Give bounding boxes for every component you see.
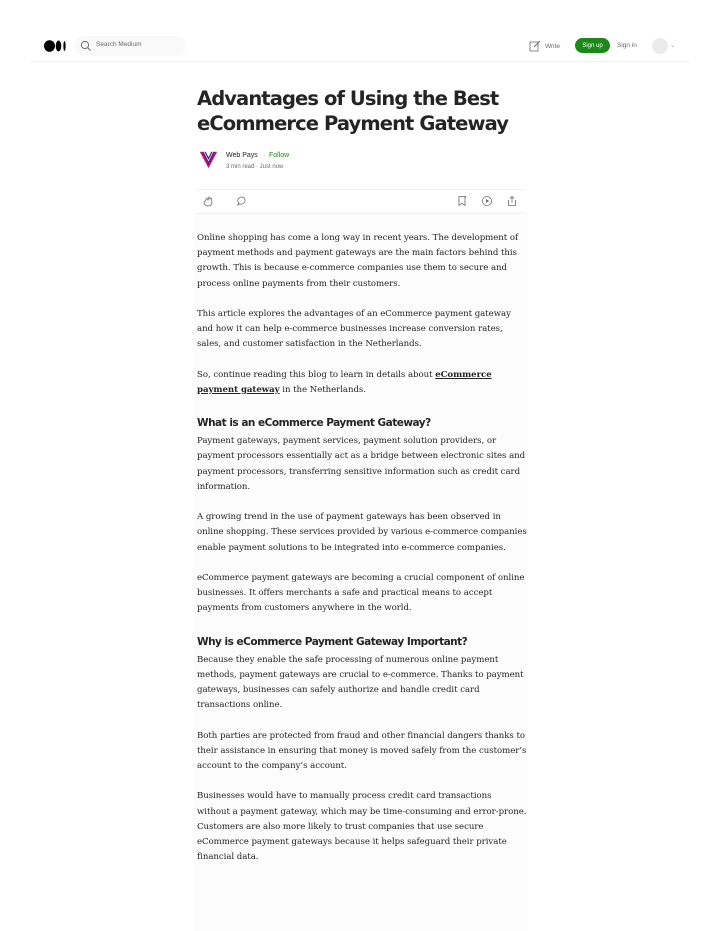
sign-up-button[interactable]: Sign up xyxy=(575,38,610,53)
search-placeholder: Search Medium xyxy=(96,41,142,48)
section-heading: Why is eCommerce Payment Gateway Important? xyxy=(197,635,468,648)
read-time: 3 min read · Just now xyxy=(226,164,284,170)
top-nav xyxy=(0,0,720,58)
paragraph-text: in the Netherlands. xyxy=(279,385,366,395)
write-button[interactable] xyxy=(529,39,560,53)
chevron-down-icon[interactable]: ⌄ xyxy=(670,43,676,49)
author-avatar[interactable] xyxy=(197,148,220,171)
write-label: Write xyxy=(545,42,561,50)
paragraph: Because they enable the safe processing of numerous online payment methods, payment gateways are crucial to e-commerce. Thanks to payment gateways, businesses can safely authorize and handle credit card transactions online. xyxy=(197,654,524,711)
paragraph: Online shopping has come a long way in recent years. The development of payment methods and payment gateways are the main factors behind this growth. This is because e-commerce companies use them to secure and process online payments from their customers. xyxy=(197,233,519,289)
paragraph: eCommerce payment gateways are becoming a crucial component of online businesses. It offers merchants a safe and practical means to accept payments from customers anywhere in the world. xyxy=(197,573,525,614)
ecommerce-payment-gateway-link[interactable]: eCommerce payment gateway xyxy=(197,369,492,395)
section-heading: What is an eCommerce Payment Gateway? xyxy=(197,417,431,430)
article-content xyxy=(197,231,527,881)
paragraph: This article explores the advantages of an eCommerce payment gateway and how it can help e-commerce businesses increase conversion rates, sales, and customer satisfaction in the Netherlands. xyxy=(197,309,511,350)
paragraph-text: So, continue reading this blog to learn in details about xyxy=(197,369,436,380)
paragraph: Payment gateways, payment services, payment solution providers, or payment processors essentially act as a bridge between electronic sites and payment processors, transferring sensitive information such as credit card information. xyxy=(197,436,526,492)
author-separator: · xyxy=(263,152,266,159)
comment-icon[interactable] xyxy=(236,195,248,207)
follow-button[interactable]: Follow xyxy=(269,152,290,159)
medium-logo-icon[interactable] xyxy=(44,40,67,52)
write-icon xyxy=(529,40,541,52)
search-icon xyxy=(80,40,92,52)
article-title: Advantages of Using the Best eCommerce Payment Gateway xyxy=(197,87,509,135)
user-avatar[interactable] xyxy=(652,38,668,54)
search-input[interactable] xyxy=(74,36,186,56)
paragraph: A growing trend in the use of payment gateways has been observed in online shopping. These services provided by various e-commerce companies enable payment solutions to be integrated into e-commerce companies. xyxy=(197,512,527,553)
paragraph: Businesses would have to manually process credit card transactions without a payment gateway, which may be time-consuming and error-prone. Customers are also more likely to trust companies that use secure eCommerce payment gateways because it helps safeguard their private financial data. xyxy=(197,791,527,863)
paragraph: Both parties are protected from fraud and other financial dangers thanks to their assistance in ensuring that money is moved safely from the customer’s account to the company’s account. xyxy=(197,730,527,772)
clap-icon[interactable] xyxy=(202,195,214,207)
author-name[interactable]: Web Pays xyxy=(226,152,258,159)
bookmark-icon[interactable] xyxy=(456,195,468,207)
article-action-bar xyxy=(197,189,525,214)
sign-in-link[interactable]: Sign in xyxy=(617,42,637,49)
header-divider xyxy=(30,61,690,62)
share-icon[interactable] xyxy=(506,195,518,207)
paragraph xyxy=(197,368,527,398)
play-icon[interactable] xyxy=(481,195,493,207)
